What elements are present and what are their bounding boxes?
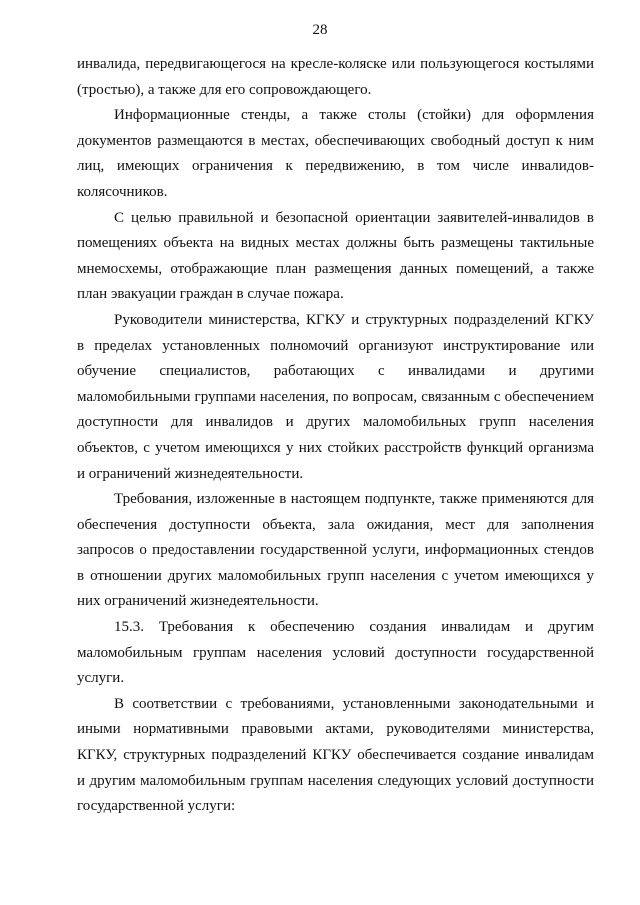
text-line: них ограничений жизнедеятельности. <box>77 593 319 610</box>
paragraph <box>77 103 594 205</box>
text-line: мнемосхемы, отображающие план размещения данных помещений, а также <box>77 260 594 277</box>
text-line: государственной услуги: <box>77 798 236 815</box>
text-line: КГКУ, структурных подразделений КГКУ обеспечивается создание инвалидам <box>77 747 594 764</box>
text-line: объектов, с учетом имеющихся у них стойких расстройств функций организма <box>77 439 594 456</box>
text-line: С целью правильной и безопасной ориентации заявителей-инвалидов в <box>114 209 594 226</box>
text-line: маломобильными группами населения, по вопросам, связанным с обеспечением <box>77 388 594 405</box>
text-line: документов размещаются в местах, обеспечивающих свободный доступ к ним <box>77 132 594 149</box>
text-line: Информационные стенды, а также столы (стойки) для оформления <box>114 107 594 124</box>
text-line: колясочников. <box>77 183 168 200</box>
text-line: 15.3. Требования к обеспечению создания инвалидам и другим <box>114 619 594 636</box>
page-number: 28 <box>312 22 328 38</box>
text-line: план эвакуации граждан в случае пожара. <box>77 286 344 303</box>
paragraph <box>77 206 594 308</box>
paragraph <box>77 615 594 692</box>
text-line: инвалида, передвигающегося на кресле-коляске или пользующегося костылями <box>77 56 594 72</box>
text-line: иными нормативными правовыми актами, руководителями министерства, <box>77 721 594 738</box>
text-line: и ограничений жизнедеятельности. <box>77 465 304 482</box>
text-line: обеспечения доступности объекта, зала ожидания, мест для заполнения <box>77 516 594 533</box>
text-line: помещениях объекта на видных местах должны быть размещены тактильные <box>77 235 594 252</box>
text-line: Руководители министерства, КГКУ и структурных подразделений КГКУ <box>114 311 594 328</box>
text-line: и другим маломобильным группам населения следующих условий доступности <box>77 772 594 789</box>
text-line: маломобильным группам населения условий доступности государственной <box>77 644 594 661</box>
text-line: услуги. <box>77 670 125 687</box>
document-body <box>77 52 594 820</box>
text-line: обучение специалистов, работающих с инвалидами и другими <box>77 363 594 380</box>
paragraph <box>77 52 594 103</box>
paragraph <box>77 308 594 487</box>
text-line: в пределах установленных полномочий организуют инструктирование или <box>77 337 594 354</box>
text-line: запросов о предоставлении государственной услуги, информационных стендов <box>77 542 594 559</box>
paragraph <box>77 692 594 820</box>
text-line: В соответствии с требованиями, установленными законодательными и <box>114 695 594 712</box>
text-line: Требования, изложенные в настоящем подпункте, также применяются для <box>114 491 594 508</box>
text-line: (тростью), а также для его сопровождающего. <box>77 81 372 98</box>
text-line: в отношении других маломобильных групп населения с учетом имеющихся у <box>77 567 594 584</box>
text-line: доступности для инвалидов и других маломобильных групп населения <box>77 414 594 431</box>
paragraph <box>77 487 594 615</box>
text-line: лиц, имеющих ограничения к передвижению, в том числе инвалидов- <box>77 158 594 175</box>
